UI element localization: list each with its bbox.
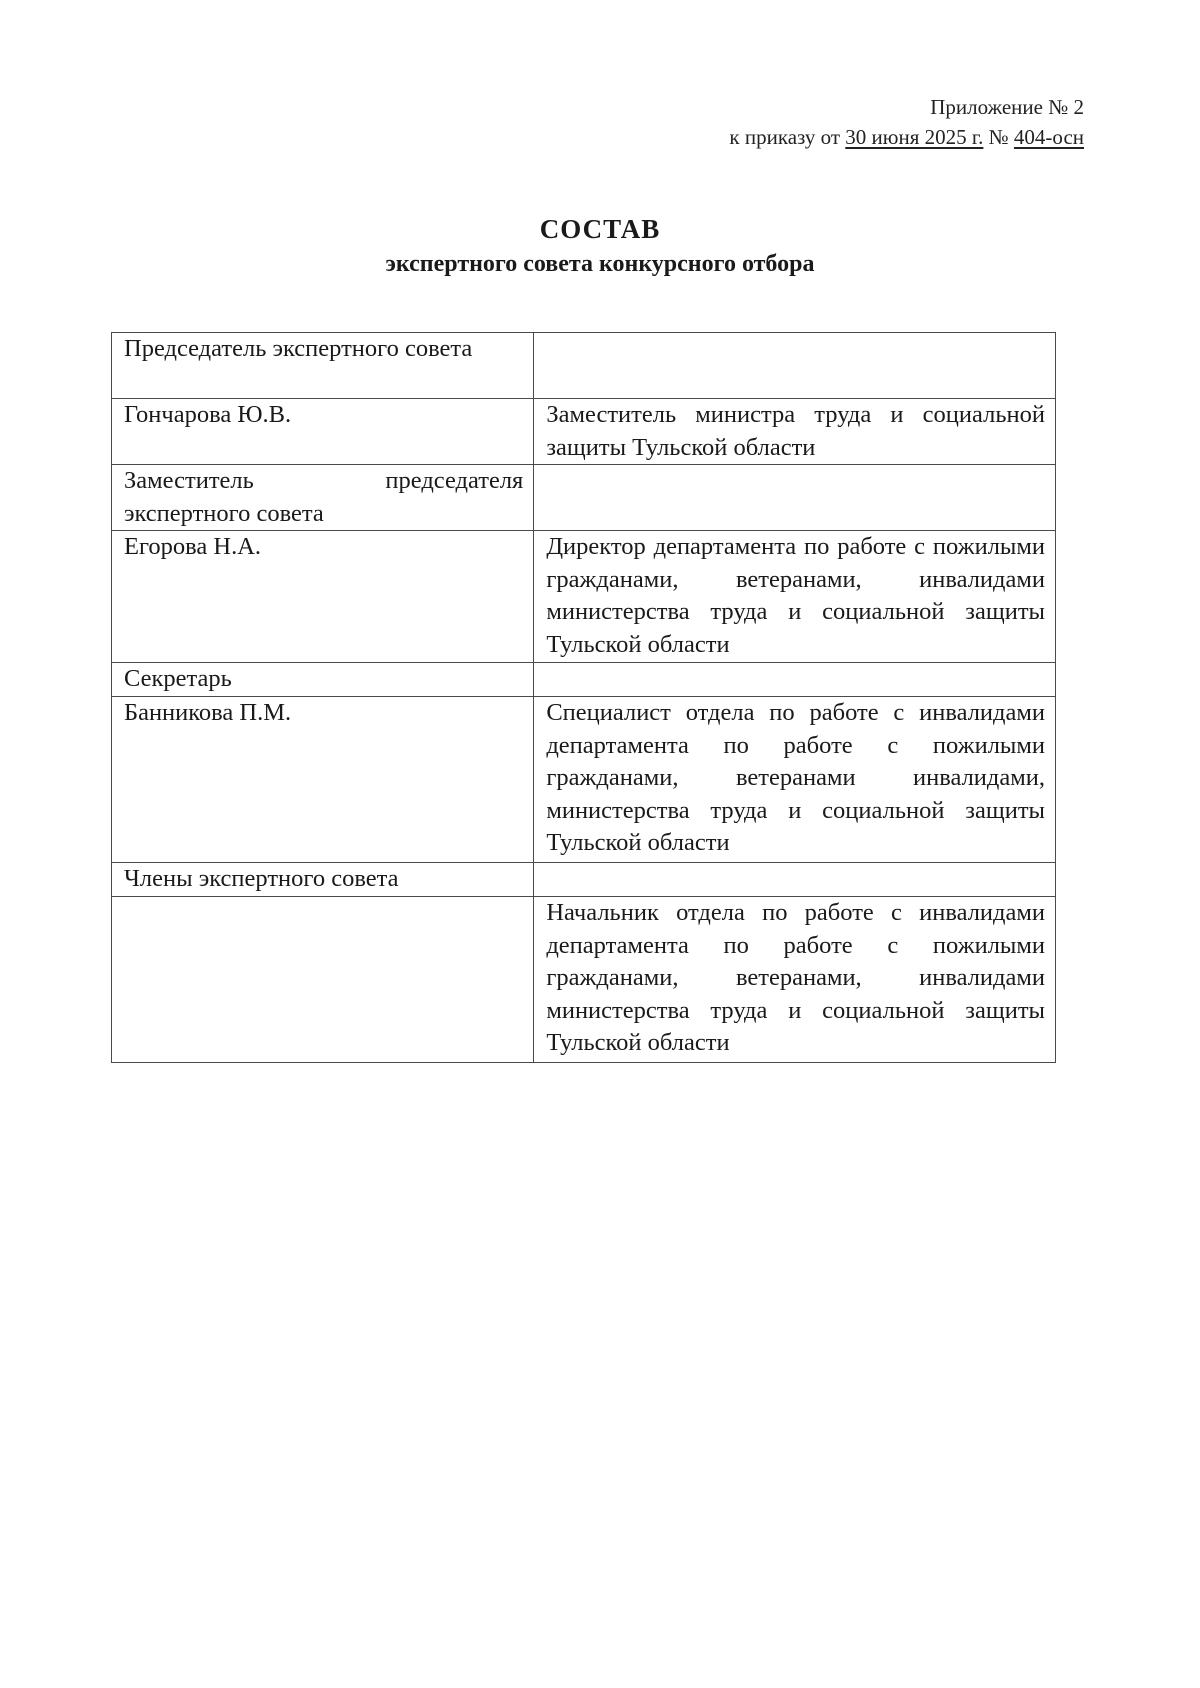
member-name-cell <box>112 897 534 1063</box>
table-row <box>112 465 1056 531</box>
appendix-header <box>729 92 1084 152</box>
member-name-cell: Егорова Н.А. <box>112 531 534 663</box>
order-number-sign: № <box>983 125 1014 149</box>
table-row <box>112 863 1056 897</box>
member-name-cell: Гончарова Ю.В. <box>112 399 534 465</box>
role-cell: Секретарь <box>112 663 534 697</box>
appendix-number: Приложение № 2 <box>930 95 1084 119</box>
table-row <box>112 531 1056 663</box>
order-prefix: к приказу от <box>729 125 846 149</box>
document-title-block <box>0 212 1200 280</box>
position-cell <box>534 863 1056 897</box>
position-cell: Директор департамента по работе с пожилыми гражданами, ветеранами, инвалидами министерства труда и социальной защиты Тульской области <box>534 531 1056 663</box>
table-row <box>112 333 1056 399</box>
table-row <box>112 399 1056 465</box>
order-date: 30 июня 2025 г. <box>845 125 984 149</box>
position-cell <box>534 663 1056 697</box>
document-subtitle: экспертного совета конкурсного отбора <box>385 251 815 277</box>
position-cell: Заместитель министра труда и социальной защиты Тульской области <box>534 399 1056 465</box>
position-cell: Специалист отдела по работе с инвалидами департамента по работе с пожилыми гражданами, ветеранами инвалидами, министерства труда и социальной защиты Тульской области <box>534 697 1056 863</box>
table-row <box>112 663 1056 697</box>
role-cell: Члены экспертного совета <box>112 863 534 897</box>
council-roster-table <box>111 332 1056 1063</box>
order-reference <box>729 122 1084 152</box>
document-title: СОСТАВ <box>539 214 661 244</box>
position-cell: Начальник отдела по работе с инвалидами департамента по работе с пожилыми гражданами, ветеранами, инвалидами министерства труда и социальной защиты Тульской области <box>534 897 1056 1063</box>
order-number: 404-осн <box>1013 125 1084 149</box>
position-cell <box>534 333 1056 399</box>
role-cell: Заместитель председателя экспертного совета <box>112 465 534 531</box>
role-cell: Председатель экспертного совета <box>112 333 534 399</box>
member-name-cell: Банникова П.М. <box>112 697 534 863</box>
table-row <box>112 897 1056 1063</box>
table-row <box>112 697 1056 863</box>
position-cell <box>534 465 1056 531</box>
